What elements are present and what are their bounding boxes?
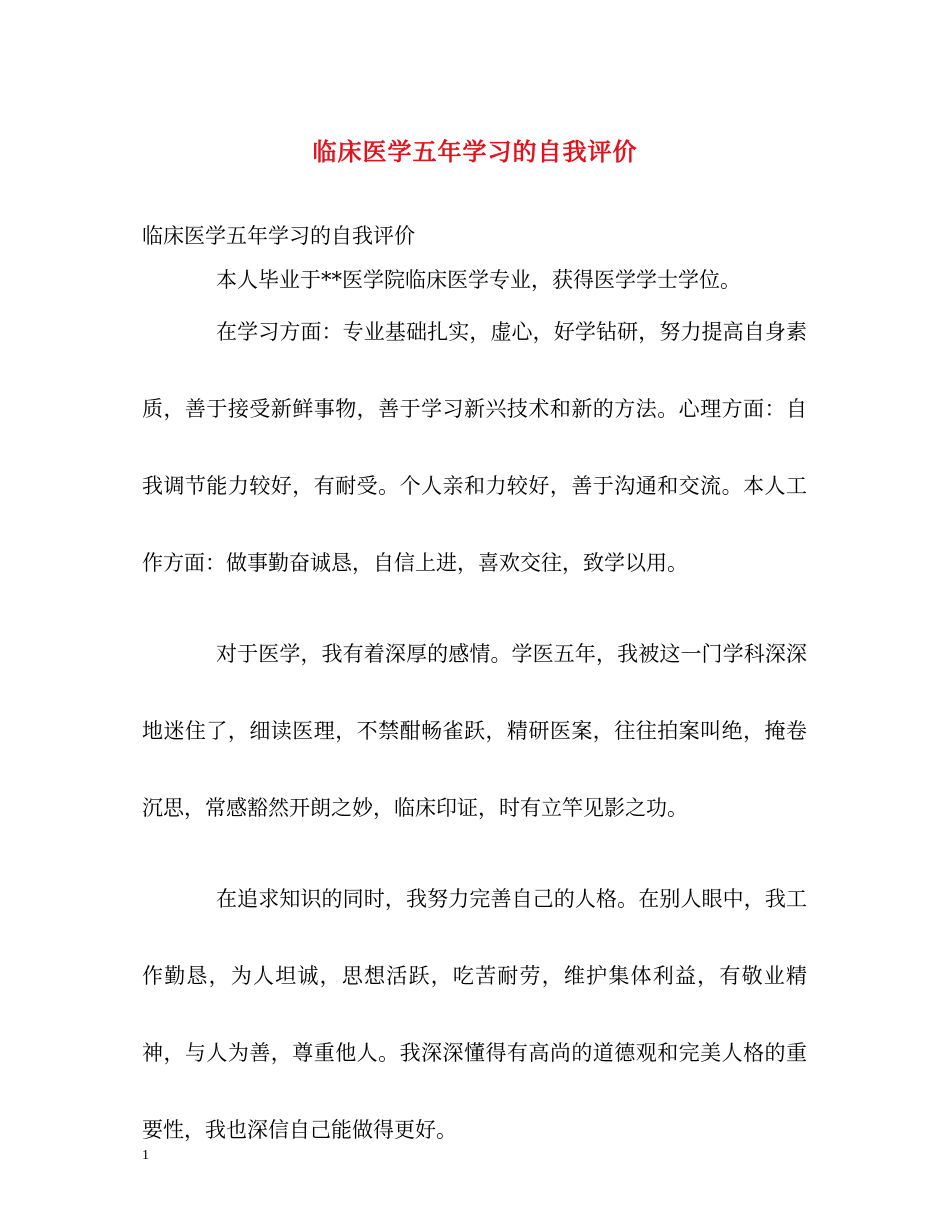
document-subtitle: 临床医学五年学习的自我评价 [142,224,415,248]
page-number: 1 [142,1148,149,1163]
paragraph-3: 对于医学，我有着深厚的感情。学医五年，我被这一门学科深深地迷住了，细读医理，不禁酣畅雀跃，精研医案，往往拍案叫绝，掩卷沉思，常感豁然开朗之妙，临床印证，时有立竿见影之功。 [142,642,807,820]
paragraph-1: 本人毕业于**医学院临床医学专业，获得医学学士学位。 [216,268,741,292]
document-body [142,266,807,1183]
paragraph-4: 在追求知识的同时，我努力完善自己的人格。在别人眼中，我工作勤恳，为人坦诚，思想活跃，吃苦耐劳，维护集体利益，有敬业精神，与人为善，尊重他人。我深深懂得有高尚的道德观和完美人格的重要性，我也深信自己能做得更好。 [142,887,807,1142]
document-title: 临床医学五年学习的自我评价 [312,137,638,166]
paragraph-2: 在学习方面：专业基础扎实，虚心，好学钻研，努力提高自身素质，善于接受新鲜事物，善于学习新兴技术和新的方法。心理方面：自我调节能力较好，有耐受。个人亲和力较好，善于沟通和交流。本人工作方面：做事勤奋诚恳，自信上进，喜欢交往，致学以用。 [142,320,807,575]
